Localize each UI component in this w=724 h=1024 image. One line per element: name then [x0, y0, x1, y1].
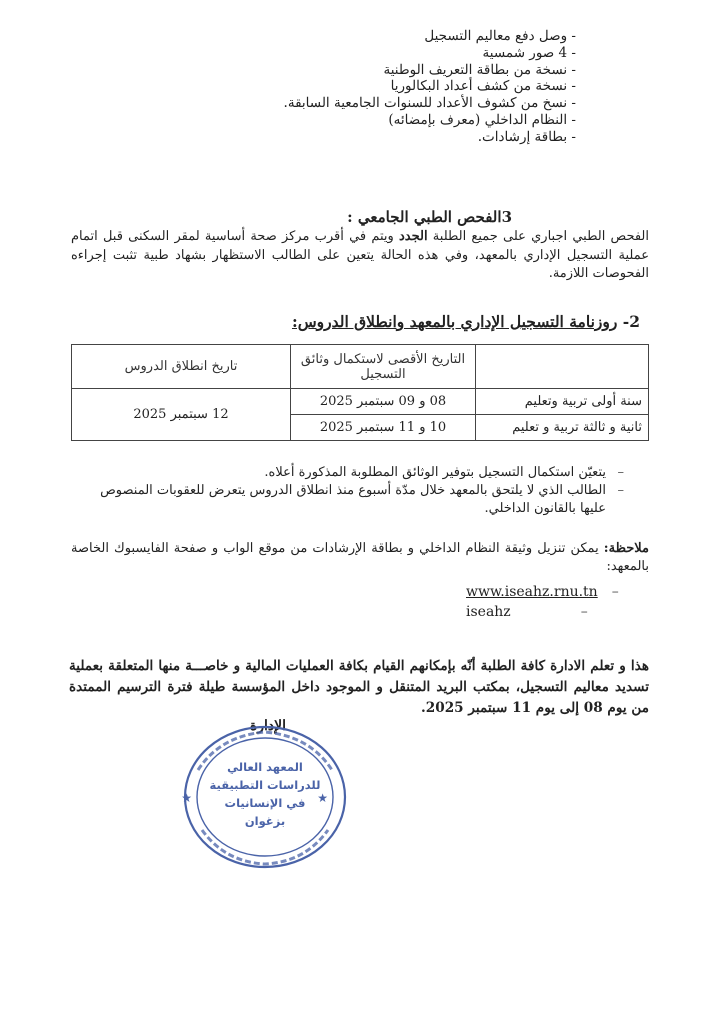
- remark-label: ملاحظة:: [603, 541, 649, 556]
- list-item: [466, 582, 619, 602]
- medical-text-start: الفحص الطبي اجباري على جميع الطلبة: [427, 229, 649, 244]
- list-item: - النظام الداخلي (معرف بإمضائه): [156, 112, 576, 129]
- list-item: - نسخ من كشوف الأعداد للسنوات الجامعية السابقة.: [156, 95, 576, 112]
- payment-notice: هذا و تعلم الادارة كافة الطلبة أنّه بإمكانهم القيام بكافة العمليات المالية و خاصـــة منها المتعلقة بعملية تسديد معاليم التسجيل، بمكتب البريد المتنقل و الموجود داخل المؤسسة طيلة فترة الترسيم الممتدة من يوم 08 إلى يوم 11 سبتمبر 2025.: [69, 658, 649, 716]
- registration-calendar-table: [71, 344, 649, 441]
- table-cell-start-date: 12 سبتمبر 2025: [72, 389, 291, 441]
- remark-paragraph: [71, 540, 649, 576]
- table-header-start: تاريخ انطلاق الدروس: [72, 345, 291, 389]
- dash-marker: –: [580, 604, 588, 620]
- list-item: – يتعيّن استكمال التسجيل بتوفير الوثائق المطلوبة المذكورة أعلاه.: [79, 464, 624, 482]
- dash-marker: –: [611, 584, 619, 600]
- list-item: - نسخة من بطاقة التعريف الوطنية: [156, 62, 576, 79]
- table-cell-dates: 08 و 09 سبتمبر 2025: [291, 389, 476, 415]
- medical-text-bold: الجدد: [399, 229, 428, 244]
- table-row: [72, 345, 649, 389]
- list-item: - نسخة من كشف أعداد البكالوريا: [156, 78, 576, 95]
- stamp-line: المعهد العالي: [227, 760, 303, 774]
- stamp-line: بزغوان: [244, 814, 286, 828]
- links-list: [466, 582, 619, 622]
- list-item: - 4 صور شمسية: [156, 45, 576, 62]
- table-header-deadline: التاريخ الأقصى لاستكمال وثائق التسجيل: [291, 345, 476, 389]
- list-item: [466, 602, 619, 622]
- list-item: - بطاقة إرشادات.: [156, 129, 576, 146]
- medical-text-end: ويتم في أقرب مركز صحة أساسية لمقر السكنى قبل اتمام عملية التسجيل الإداري بالمعهد، وفي هذه الحالة يتعين على الطالب الاستظهار بشهاد طبية تثبت إجراءه الفحوصات اللازمة.: [71, 229, 649, 281]
- calendar-heading: [292, 312, 640, 331]
- administration-signature: الإدارة: [249, 718, 286, 734]
- website-link[interactable]: www.iseahz.rnu.tn: [466, 584, 598, 600]
- table-cell-dates: 10 و 11 سبتمبر 2025: [291, 415, 476, 441]
- calendar-heading-number: 2-: [617, 312, 640, 331]
- table-cell-empty: [476, 345, 649, 389]
- facebook-page-name: iseahz: [466, 604, 511, 620]
- medical-exam-heading: 3الفحص الطبي الجامعي :: [347, 208, 512, 226]
- calendar-heading-text: روزنامة التسجيل الإداري بالمعهد وانطلاق الدروس:: [291, 312, 618, 331]
- svg-text:★: ★: [181, 791, 192, 805]
- list-item: - وصل دفع معاليم التسجيل: [156, 28, 576, 45]
- table-row: [72, 389, 649, 415]
- medical-exam-paragraph: [71, 228, 649, 284]
- table-cell-level: ثانية و ثالثة تربية و تعليم: [476, 415, 649, 441]
- svg-text:★: ★: [317, 791, 328, 805]
- stamp-line: في الإنسانيات: [224, 796, 306, 810]
- stamp-text: [180, 758, 350, 830]
- remark-text: يمكن تنزيل وثيقة النظام الداخلي و بطاقة الإرشادات من موقع الواب و صفحة الفايسبوك الخاصة بالمعهد:: [71, 541, 649, 574]
- notes-list: [79, 464, 624, 518]
- required-documents-list: [156, 28, 576, 146]
- list-item: – الطالب الذي لا يلتحق بالمعهد خلال مدّة أسبوع منذ انطلاق الدروس يتعرض للعقوبات المنصوص عليها بالقانون الداخلي.: [79, 482, 624, 518]
- stamp-line: للدراسات التطبيقية: [209, 778, 321, 792]
- table-cell-level: سنة أولى تربية وتعليم: [476, 389, 649, 415]
